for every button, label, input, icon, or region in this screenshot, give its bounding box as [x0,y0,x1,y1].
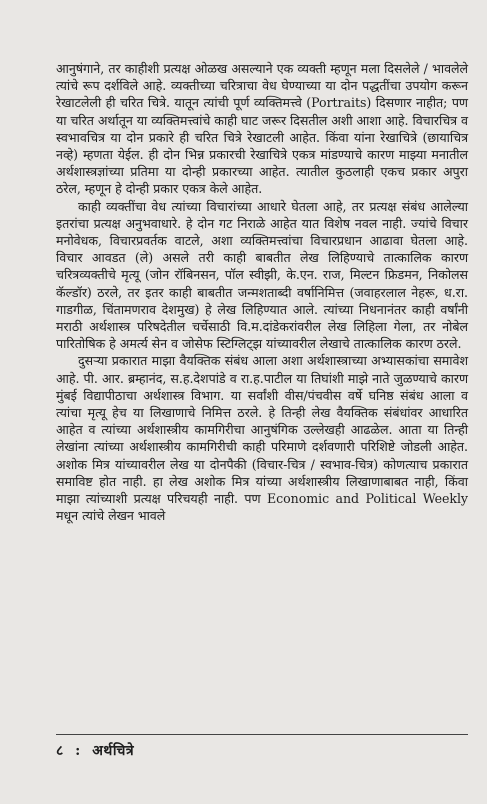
paragraph-2: काही व्यक्तींचा वेध त्यांच्या विचारांच्या आधारे घेतला आहे, तर प्रत्यक्ष संबंध आलेल्या इतरांचा प्रत्यक्ष अनुभवाधारे. हे दोन गट निराळे आहेत यात विशेष नवल नाही. ज्यांचे विचार मनोवेधक, विचारप्रवर्तक वाटले, अशा व्यक्तिमत्त्वांचा विचारप्रधान आढावा घेतला आहे. विचार आवडत (ले) असले तरी काही बाबतीत लेख लिहिण्याचे तात्कालिक कारण चरित्रव्यक्तीचे मृत्यू (जोन रॉबिनसन, पॉल स्वीझी, के.एन. राज, मिल्टन फ्रिडमन, निकोलस कॅल्डॉर) ठरले, तर इतर काही बाबतीत जन्मशताब्दी वर्षानिमित्त (जवाहरलाल नेहरू, ध.रा. गाडगीळ, चिंतामणराव देशमुख) हे लेख लिहिण्यात आले. त्यांच्या निधनानंतर काही वर्षांनी मराठी अर्थशास्त्र परिषदेतील चर्चेसाठी वि.म.दांडेकरांवरील लेख लिहिला गेला, तर नोबेल पारितोषिक हे अमर्त्य सेन व जोसेफ स्टिग्लिट्झ यांच्यावरील लेखाचे तात्कालिक कारण ठरले. [56,198,468,352]
page-number: ८ [56,743,64,759]
page-footer [56,741,140,760]
footer-separator: : [75,743,81,759]
paragraph-1: आनुषंगाने, तर काहीशी प्रत्यक्ष ओळख असल्याने एक व्यक्ती म्हणून मला दिसलेले / भावलेले त्यांचे रूप दर्शविले आहे. व्यक्तीच्या चरित्राचा वेध घेण्याच्या या दोन पद्धतींचा उपयोग करून रेखाटलेली ही चरित चित्रे. यातून त्यांची पूर्ण व्यक्तिमत्त्वे (Portraits) दिसणार नाहीत; पण या चरित अर्थातून या व्यक्तिमत्त्वांचे काही घाट जरूर दिसतील अशी आशा आहे. विचारचित्र व स्वभावचित्र या दोन प्रकारे ही चरित चित्रे रेखाटली आहेत. किंवा यांना रेखाचित्रे (छायाचित्र नव्हे) म्हणता येईल. ही दोन भिन्न प्रकारची रेखाचित्रे एकत्र मांडण्याचे कारण माझ्या मनातील अर्थशास्त्रज्ञांच्या प्रतिमा या दोन्ही प्रकारच्या आहेत. त्यातील कुठलाही एकच प्रकार अपुरा ठरेल, म्हणून हे दोन्ही प्रकार एकत्र केले आहेत. [56,61,468,197]
paragraph-3: दुसऱ्या प्रकारात माझा वैयक्तिक संबंध आला अशा अर्थशास्त्राच्या अभ्यासकांचा समावेश आहे. पी. आर. ब्रम्हानंद, स.ह.देशपांडे व रा.ह.पाटील या तिघांशी माझे नाते जुळण्याचे कारण मुंबई विद्यापीठाचा अर्थशास्त्र विभाग. या सर्वांशी वीस/पंचवीस वर्षे घनिष्ठ संबंध आला व त्यांचा मृत्यू हेच या लिखाणाचे निमित्त ठरले. हे तिन्ही लेख वैयक्तिक संबंधांवर आधारित आहेत व त्यांच्या अर्थशास्त्रीय कामगिरीचा आनुषंगिक उल्लेखही आढळेल. आता या तिन्ही लेखांना त्यांच्या अर्थशास्त्रीय कामगिरीची काही परिमाणे दर्शवणारी परिशिष्टे जोडली आहेत. अशोक मित्र यांच्यावरील लेख या दोनपैकी (विचार-चित्र / स्वभाव-चित्र) कोणत्याच प्रकारात समाविष्ट होत नाही. हा लेख अशोक मित्र यांच्या अर्थशास्त्रीय लिखाणाबाबत नाही, किंवा माझा त्यांच्याशी प्रत्यक्ष परिचयही नाही. पण Economic and Political Weekly मधून त्यांचे लेखन भावले [56,353,468,524]
book-title: अर्थचित्रे [92,743,135,759]
footer-rule [56,734,468,735]
body-text [56,60,468,524]
